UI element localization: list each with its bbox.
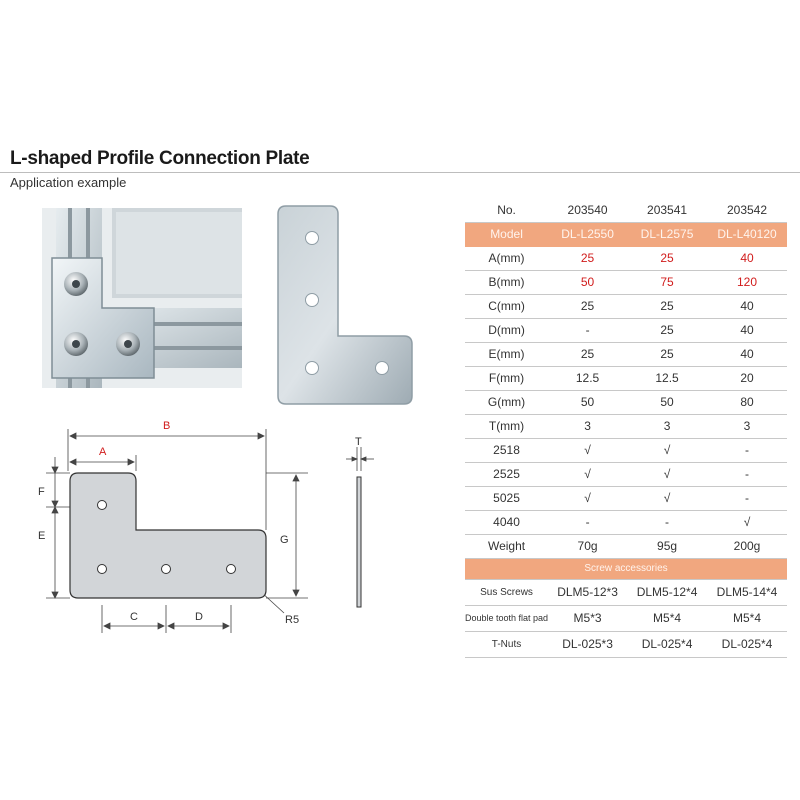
table-cell: 3 (548, 414, 627, 438)
row-label: 5025 (465, 486, 548, 510)
table-row (465, 462, 787, 486)
table-cell: M5*4 (627, 605, 707, 631)
table-cell: 25 (548, 342, 627, 366)
dim-label-r5: R5 (285, 614, 300, 626)
table-row (465, 605, 787, 631)
table-cell: 40 (707, 342, 787, 366)
header-cell: 203541 (627, 198, 707, 222)
model-row (465, 222, 787, 246)
accessories-header-row (465, 558, 787, 579)
table-row (465, 390, 787, 414)
header-cell: 203540 (548, 198, 627, 222)
table-cell: √ (627, 462, 707, 486)
table-cell: 95g (627, 534, 707, 558)
table-row (465, 342, 787, 366)
table-cell: DL-025*4 (627, 631, 707, 657)
table-row (465, 438, 787, 462)
side-view-drawing (340, 435, 380, 615)
table-cell: 12.5 (627, 366, 707, 390)
table-cell: 25 (627, 342, 707, 366)
row-label: Double tooth flat pad (465, 605, 548, 631)
table-row (465, 579, 787, 605)
table-row (465, 246, 787, 270)
table-cell: M5*4 (707, 605, 787, 631)
table-cell: 25 (627, 318, 707, 342)
table-cell: 25 (548, 246, 627, 270)
page-subtitle: Application example (10, 175, 127, 190)
table-cell: √ (548, 438, 627, 462)
table-cell: 25 (627, 246, 707, 270)
table-cell: - (548, 318, 627, 342)
header-cell: No. (465, 198, 548, 222)
table-cell: - (627, 510, 707, 534)
table-row (465, 294, 787, 318)
dim-label-d: D (195, 611, 203, 623)
dim-label-t: T (355, 436, 362, 448)
table-cell: DLM5-12*3 (548, 579, 627, 605)
table-cell: √ (627, 438, 707, 462)
row-label: Weight (465, 534, 548, 558)
table-row (465, 366, 787, 390)
dim-label-g: G (280, 534, 289, 546)
title-divider (0, 172, 800, 173)
dimension-drawing (30, 415, 350, 640)
table-cell: 20 (707, 366, 787, 390)
table-cell: DLM5-14*4 (707, 579, 787, 605)
table-cell: 70g (548, 534, 627, 558)
row-label: D(mm) (465, 318, 548, 342)
table-cell: 12.5 (548, 366, 627, 390)
table-cell: 40 (707, 294, 787, 318)
table-cell: 50 (548, 270, 627, 294)
dim-label-b: B (163, 420, 171, 432)
application-example-photo (42, 208, 242, 388)
table-cell: √ (548, 462, 627, 486)
row-label: T(mm) (465, 414, 548, 438)
table-cell: M5*3 (548, 605, 627, 631)
table-cell: 50 (627, 390, 707, 414)
table-cell: 40 (707, 318, 787, 342)
table-cell: DL-025*4 (707, 631, 787, 657)
table-cell: DL-025*3 (548, 631, 627, 657)
model-cell: DL-L40120 (707, 222, 787, 246)
model-cell: DL-L2550 (548, 222, 627, 246)
dim-label-a: A (99, 446, 107, 458)
header-cell: 203542 (707, 198, 787, 222)
accessories-title: Screw accessories (465, 558, 787, 579)
table-row (465, 510, 787, 534)
table-cell: 25 (627, 294, 707, 318)
table-cell: 3 (707, 414, 787, 438)
row-label: 2525 (465, 462, 548, 486)
row-label: E(mm) (465, 342, 548, 366)
table-cell: 25 (548, 294, 627, 318)
table-cell: - (707, 462, 787, 486)
row-label: G(mm) (465, 390, 548, 414)
table-row (465, 486, 787, 510)
table-cell: - (707, 486, 787, 510)
table-cell: 75 (627, 270, 707, 294)
table-cell: √ (627, 486, 707, 510)
dim-label-f: F (38, 486, 45, 498)
row-label: Sus Screws (465, 579, 548, 605)
table-cell: 3 (627, 414, 707, 438)
dim-label-c: C (130, 611, 138, 623)
table-row (465, 318, 787, 342)
table-row (465, 270, 787, 294)
row-label: F(mm) (465, 366, 548, 390)
table-row (465, 631, 787, 657)
table-cell: - (707, 438, 787, 462)
row-label: B(mm) (465, 270, 548, 294)
row-label: 4040 (465, 510, 548, 534)
spec-table (465, 198, 787, 658)
row-label: C(mm) (465, 294, 548, 318)
table-row (465, 414, 787, 438)
table-cell: - (548, 510, 627, 534)
model-label: Model (465, 222, 548, 246)
table-row (465, 534, 787, 558)
table-cell: 50 (548, 390, 627, 414)
row-label: T-Nuts (465, 631, 548, 657)
row-label: 2518 (465, 438, 548, 462)
model-cell: DL-L2575 (627, 222, 707, 246)
table-cell: 120 (707, 270, 787, 294)
dim-label-e: E (38, 530, 46, 542)
table-cell: 200g (707, 534, 787, 558)
table-cell: DLM5-12*4 (627, 579, 707, 605)
table-cell: 40 (707, 246, 787, 270)
table-cell: √ (707, 510, 787, 534)
table-cell: 80 (707, 390, 787, 414)
plate-product-photo (268, 202, 428, 408)
page-title: L-shaped Profile Connection Plate (10, 148, 310, 169)
table-header-row (465, 198, 787, 222)
table-cell: √ (548, 486, 627, 510)
row-label: A(mm) (465, 246, 548, 270)
